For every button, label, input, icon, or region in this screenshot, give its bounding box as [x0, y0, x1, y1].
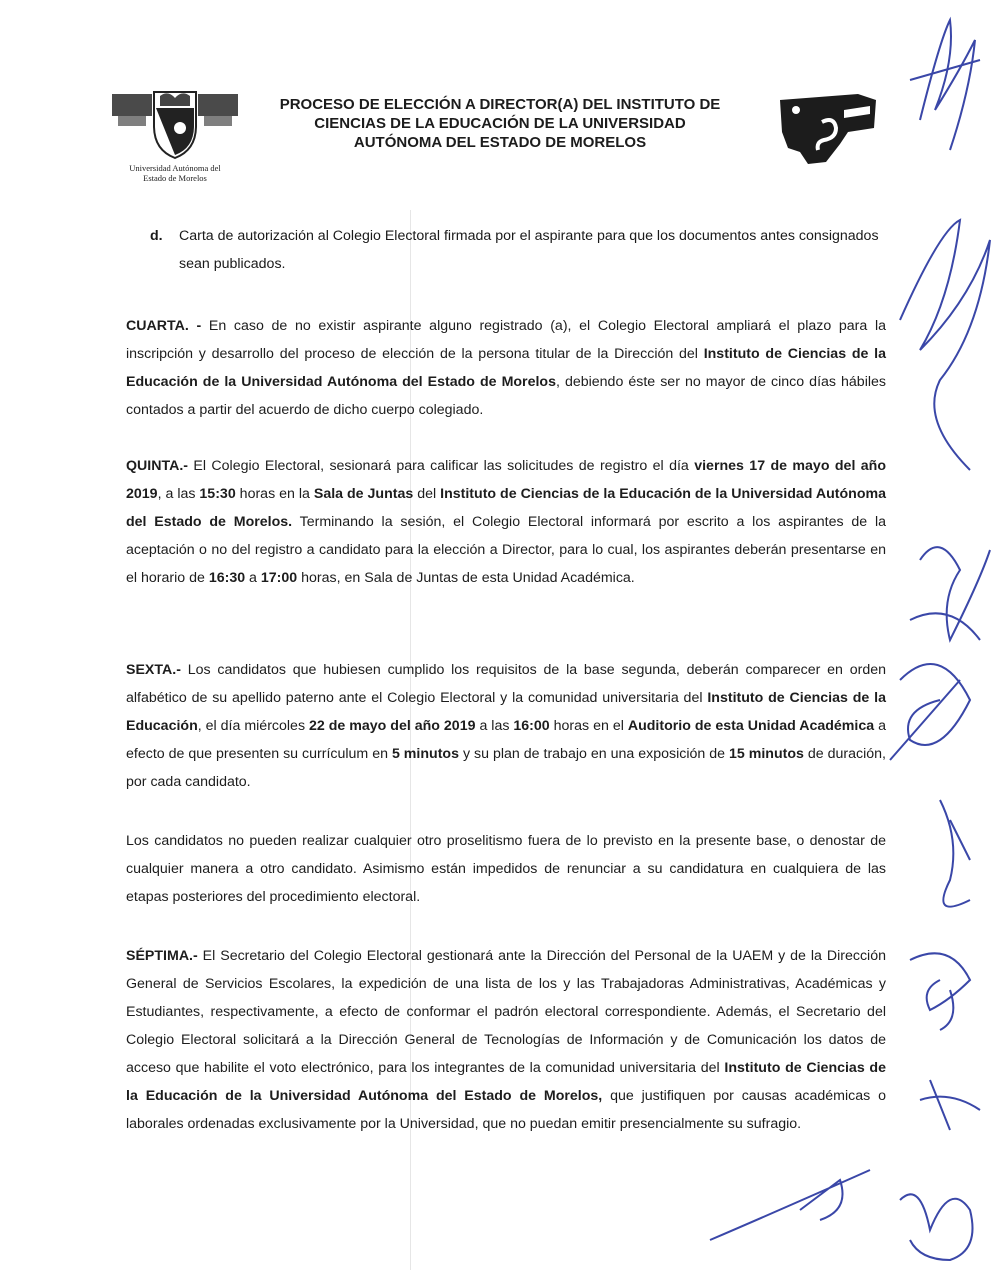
text-run: horas en el — [549, 718, 628, 734]
text-run: a las — [475, 718, 514, 734]
bold-run: 15 minutos — [728, 746, 804, 762]
bold-run: Instituto de Ciencias de la Educación de la Universidad Autónoma del Estado de Morelos — [126, 346, 886, 390]
bold-run: 17:00 — [260, 570, 298, 586]
signature-7 — [920, 1080, 980, 1130]
bold-run: 22 de mayo del año 2019 — [309, 718, 476, 734]
title-line3: AUTÓNOMA DEL ESTADO DE MORELOS — [353, 134, 647, 151]
bold-run: Instituto de Ciencias de la Educación — [126, 690, 886, 734]
bold-run: Sala de Juntas — [313, 486, 414, 502]
signature-1 — [920, 20, 975, 150]
clause-cuarta-text — [126, 312, 886, 424]
margin-signatures — [880, 0, 1000, 1278]
text-run: que justifiquen por causas académicas o laborales ordenadas exclusivamente por la Universidad, que no puedan emitir presencialmente su sufragio. — [126, 1088, 886, 1132]
signature-3 — [910, 547, 990, 640]
text-run: , el día miércoles — [197, 718, 309, 734]
signature-8 — [900, 1194, 973, 1260]
paragraph-candidatos-text: Los candidatos no pueden realizar cualquier otro proselitismo fuera de lo previsto en la presente base, o denostar de cualquier manera a otro candidato. Asimismo están impedidos de renunciar a su candidatura en cualquiera de las etapas posteriores del procedimiento electoral. — [126, 833, 886, 905]
clause-quinta — [126, 452, 886, 592]
ice-hand-logo-icon — [778, 92, 878, 167]
item-d — [150, 222, 885, 278]
text-run: En caso de no existir aspirante alguno registrado (a), el Colegio Electoral ampliará el plazo para la inscripción y desarrollo del proceso de elección de la persona titular de la Dirección del — [126, 318, 887, 362]
text-run: horas en la — [235, 486, 314, 502]
clause-sexta — [126, 656, 886, 796]
clause-sexta-text — [126, 656, 886, 796]
text-run: del — [413, 486, 441, 502]
text-run: Terminando la sesión, el Colegio Electoral informará por escrito a los aspirantes de la aceptación o no del registro a candidato para la elección a Director, para lo cual, los aspirantes deberán presentarse en el horario de — [126, 514, 886, 586]
bold-run: 16:30 — [208, 570, 246, 586]
clause-quinta-text — [126, 452, 886, 592]
text-run: y su plan de trabajo en una exposición de — [458, 746, 729, 762]
text-run: El Colegio Electoral, sesionará para calificar las solicitudes de registro el día — [188, 458, 695, 474]
clause-septima — [126, 942, 886, 1138]
document-title — [250, 95, 750, 152]
text-run: horas, en Sala de Juntas de esta Unidad Académica. — [297, 570, 635, 586]
bold-run: Instituto de Ciencias de la Educación de la Universidad Autónoma del Estado de Morelos, — [126, 1060, 886, 1104]
clause-heading: SEXTA.- — [126, 662, 181, 678]
text-run: a efecto de que presenten su currículum en — [126, 718, 886, 762]
signature-6 — [910, 953, 970, 1030]
bold-run: 16:00 — [513, 718, 550, 734]
title-line1: PROCESO DE ELECCIÓN A DIRECTOR(A) DEL INSTITUTO DE — [279, 96, 721, 113]
bottom-signature — [700, 1150, 880, 1250]
bold-run: Instituto de Ciencias de la Educación de la Universidad Autónoma del Estado de Morelos. — [126, 486, 886, 530]
bold-run: Auditorio de esta Unidad Académica — [627, 718, 875, 734]
text-run: a — [245, 570, 261, 586]
clause-heading: QUINTA.- — [126, 458, 188, 474]
text-run: Los candidatos que hubiesen cumplido los requisitos de la base segunda, deberán comparecer en orden alfabético de su apellido paterno ante el Colegio Electoral y la comunidad universitaria del — [126, 662, 886, 706]
item-d-text: Carta de autorización al Colegio Electoral firmada por el aspirante para que los documentos antes consignados sean publicados. — [179, 228, 879, 272]
clause-septima-text — [126, 942, 886, 1138]
university-name-line1: Universidad Autónoma del — [129, 163, 221, 173]
text-run: de duración, por cada candidato. — [126, 746, 886, 790]
signature-4 — [890, 664, 970, 760]
clause-heading: CUARTA. - — [126, 318, 202, 334]
bold-run: viernes 17 de mayo del año 2019 — [126, 458, 886, 502]
bold-run: 5 minutos — [391, 746, 459, 762]
university-name — [100, 163, 250, 183]
bold-run: 15:30 — [199, 486, 236, 502]
signature-2 — [900, 220, 990, 470]
paragraph-candidatos — [126, 827, 886, 911]
clause-cuarta — [126, 312, 886, 424]
clause-heading: SÉPTIMA.- — [126, 948, 198, 964]
title-line2: CIENCIAS DE LA EDUCACIÓN DE LA UNIVERSIDAD — [314, 115, 686, 132]
text-run: El Secretario del Colegio Electoral gestionará ante la Dirección del Personal de la UAEM y de la Dirección General de Servicios Escolares, la expedición de una lista de los y las Trabajadoras Administrativas, Académicas y Estudiantes, respectivamente, a efecto de conformar el padrón electoral correspondiente. Además, el Secretario del Colegio Electoral solicitará a la Dirección General de Tecnologías de Información y de Comunicación los datos de acceso que habilite el voto electrónico, para los integrantes de la comunidad universitaria del — [126, 948, 886, 1076]
item-d-letter: d. — [150, 228, 163, 244]
text-run: , a las — [157, 486, 200, 502]
university-name-line2: Estado de Morelos — [143, 173, 207, 183]
signature-5 — [940, 800, 970, 907]
text-run: , debiendo éste ser no mayor de cinco días hábiles contados a partir del acuerdo de dicho cuerpo colegiado. — [126, 374, 886, 418]
